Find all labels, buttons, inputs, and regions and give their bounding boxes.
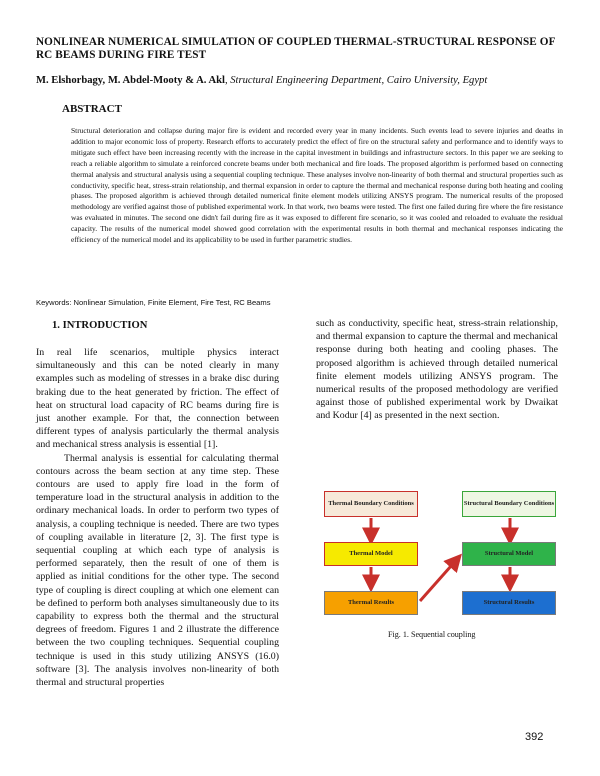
structural-boundary-conditions-box — [462, 491, 556, 517]
thermal-model-box — [324, 542, 418, 566]
author-separator: , — [224, 75, 231, 86]
left-column — [36, 346, 279, 689]
right-column — [316, 317, 558, 423]
page-number: 392 — [525, 731, 544, 743]
author-line — [36, 74, 576, 87]
intro-paragraph-2: Thermal analysis is essential for calculating thermal contours across the beam section at any time step. These contours are used to apply fire load in the form of temperature load in the structural analysis in addition to the ordinary mechanical loads. In order to perform two types of analysis, a coupling technique is needed. There are two types of coupling available in literature [2, 3]. The first type is sequential coupling at which each type of analysis is performed separately, then the result of one of them is applied as initial conditions for the other type. The second type of coupling is direct coupling at which one element can be defined to perform both analyses simultaneously due to its capability to express both the thermal and the structural degrees of freedom. Figures 1 and 2 illustrate the difference between the two coupling techniques. Sequential coupling technique is used in this study utilizing ANSYS (16.0) software [3]. The analysis involves non-linearity of both thermal and structural properties — [36, 452, 279, 689]
arrow-thermal-results-to-structural-model — [420, 557, 459, 601]
paper-title: NONLINEAR NUMERICAL SIMULATION OF COUPLED THERMAL-STRUCTURAL RESPONSE OF RC BEAMS DURING FIRE TEST — [36, 36, 556, 61]
figure-1-diagram — [318, 485, 562, 619]
author-affiliation: Structural Engineering Department, Cairo University, Egypt — [230, 75, 488, 86]
figure-1-caption: Fig. 1. Sequential coupling — [388, 630, 476, 639]
introduction-heading: 1. INTRODUCTION — [52, 320, 148, 331]
structural-model-box — [462, 542, 556, 566]
structural-boundary-conditions-label: Structural Boundary Conditions — [463, 500, 555, 507]
thermal-model-label: Thermal Model — [349, 550, 393, 557]
author-names: M. Elshorbagy, M. Abdel-Mooty & A. Akl — [36, 75, 225, 86]
thermal-results-box — [324, 591, 418, 615]
structural-model-label: Structural Model — [484, 550, 534, 557]
keywords-line: Keywords: Nonlinear Simulation, Finite Element, Fire Test, RC Beams — [36, 298, 271, 307]
thermal-boundary-conditions-label: Thermal Boundary Conditions — [328, 500, 414, 507]
abstract-heading: ABSTRACT — [62, 103, 122, 115]
structural-results-label: Structural Results — [483, 599, 535, 606]
structural-results-box — [462, 591, 556, 615]
abstract-text: Structural deterioration and collapse during major fire is evident and recorded every year in many incidents. Such events lead to severe injuries and deaths in addition to major economic loss of property. Research efforts to accurately predict the effect of fire on the structural safety and performance and to identify ways to mitigate such effect have been increasing recently with the increase in the capital investment in buildings and infrastructure sectors. In this paper we are seeking to reach a reliable algorithm to simulate a reinforced concrete beams under both mechanical and fire loads. The proposed algorithm is performed based on connecting thermal analysis and structural analysis using a sequential coupling technique. These analyses involve non-linearity of both thermal and structural properties such as conductivity, specific heat, stress-strain relationship, and thermal expansion in order to capture the thermal and mechanical response during both heating and cooling phases. The proposed algorithm is achieved through detailed numerical finite element models utilizing ANSYS program. The numerical results of the proposed methodology are verified against those of published experimental work. In that work, two beams were tested. The first one failed during fire where the fire resistance was evaluated in minutes. The second one didn't fail during fire as it was exposed to different fire scenario, so it was cooled and reloaded to evaluate the residual capacity. The results of the numerical model showed good correlation with the experimental results in both thermal and mechanical responses indicating the efficiency of the numerical model and its applicability to be used in further parametric studies. — [71, 126, 563, 245]
thermal-results-label: Thermal Results — [347, 599, 395, 606]
thermal-boundary-conditions-box — [324, 491, 418, 517]
right-paragraph-1: such as conductivity, specific heat, stress-strain relationship, and thermal expansion to capture the thermal and mechanical response during both heating and cooling phases. The proposed algorithm is achieved through detailed numerical finite element models utilizing ANSYS program. The numerical results of the proposed methodology are verified against those of published experimental work by Dwaikat and Kodur [4] as presented in the next section. — [316, 318, 558, 422]
intro-paragraph-1: In real life scenarios, multiple physics interact simultaneously and this can be noted clearly in many examples such as modeling of stresses in a brake disc during braking due to the heat generated by friction. The effect of heat on structural load capacity of RC beams during fire is just another example. For that, the connection between different types of analysis particularly the thermal analysis and mechanical stress analysis is essential [1]. — [36, 347, 279, 451]
